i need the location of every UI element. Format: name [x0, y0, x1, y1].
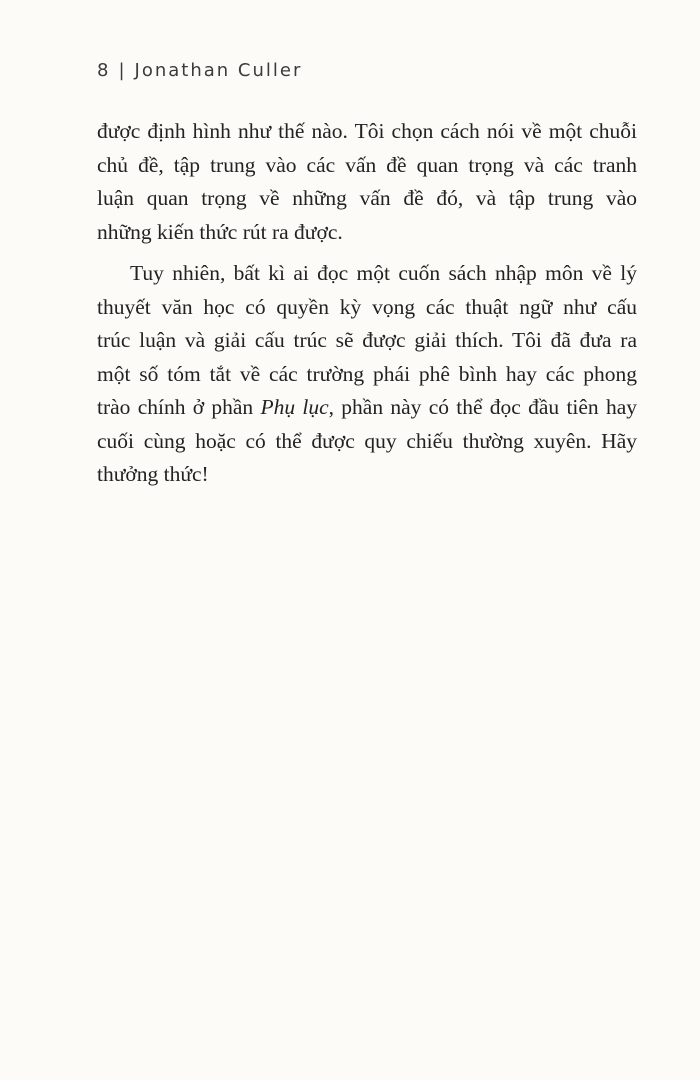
author-name: Jonathan Culler — [134, 60, 303, 81]
paragraph-line: cuối cùng hoặc có thể được quy chiếu thường xuyên. Hãy — [97, 428, 637, 453]
running-head-separator: | — [118, 60, 127, 81]
appendix-title: Phụ lục — [260, 395, 329, 419]
running-head — [97, 60, 302, 81]
paragraph-line: thuyết văn học có quyền kỳ vọng các thuật ngữ như cấu — [97, 294, 637, 319]
paragraph-line: những kiến thức rút ra được. — [97, 219, 343, 244]
paragraph-gap — [97, 249, 637, 257]
page-number: 8 — [97, 60, 111, 81]
text-segment: trào chính ở phần — [97, 395, 261, 419]
paragraph-line: một số tóm tắt về các trường phái phê bình hay các phong — [97, 361, 637, 386]
text-segment: , phần này có thể đọc đầu tiên hay — [328, 395, 638, 419]
paragraph-line: thưởng thức! — [97, 462, 209, 486]
paragraph-line: trúc luận và giải cấu trúc sẽ được giải thích. Tôi đã đưa ra — [97, 328, 637, 352]
paragraph-line: luận quan trọng về những vấn đề đó, và tập trung vào — [97, 186, 637, 210]
paragraph-line: chủ đề, tập trung vào các vấn đề quan trọng và các tranh — [97, 152, 637, 177]
paragraph-line: được định hình như thế nào. Tôi chọn cách nói về một chuỗi — [97, 119, 637, 143]
paragraph-line: Tuy nhiên, bất kì ai đọc một cuốn sách nhập môn về lý — [130, 261, 637, 285]
paragraph-1 — [97, 115, 637, 249]
body-text — [97, 115, 637, 492]
paragraph-line — [97, 391, 637, 425]
paragraph-2 — [97, 257, 637, 492]
